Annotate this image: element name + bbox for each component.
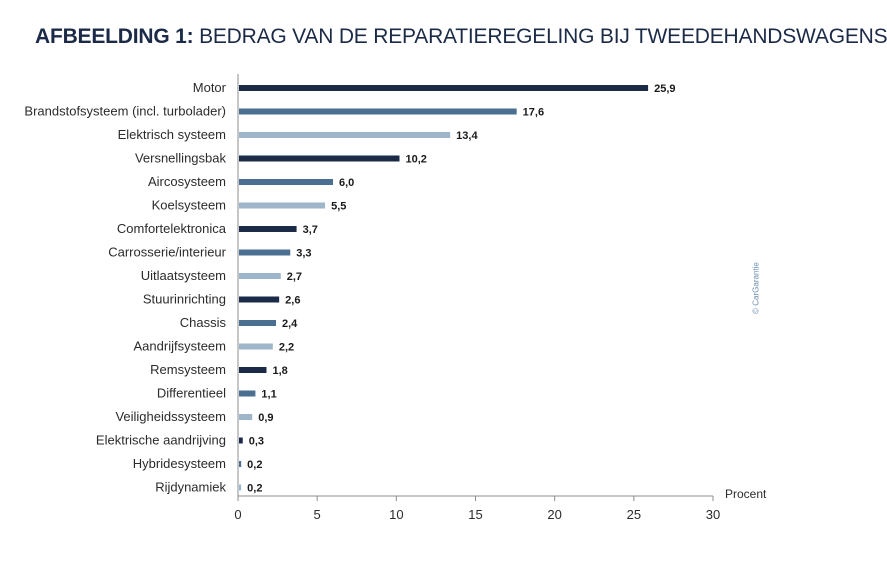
x-tick-label: 15 xyxy=(468,507,483,522)
category-label: Carrosserie/interieur xyxy=(108,244,226,260)
value-label: 1,8 xyxy=(272,365,288,377)
copyright-notice: © CarGarantie xyxy=(751,262,761,314)
bar-12 xyxy=(239,344,273,350)
value-label: 13,4 xyxy=(456,130,478,142)
bar-3 xyxy=(239,132,450,138)
category-label: Koelsysteem xyxy=(151,197,226,213)
value-label: 0,2 xyxy=(247,482,263,495)
bar-7 xyxy=(239,226,297,232)
x-tick-label: 0 xyxy=(234,507,242,522)
value-label: 2,7 xyxy=(286,271,303,283)
category-label: Brandstofsysteem (incl. turbolader) xyxy=(24,103,226,119)
value-label: 0,3 xyxy=(248,435,265,448)
category-label: Veiligheidssysteem xyxy=(115,409,226,424)
bar-2 xyxy=(239,109,517,115)
category-label: Versnellingsbak xyxy=(134,150,226,166)
x-tick-label: 30 xyxy=(705,507,721,522)
value-label: 1,1 xyxy=(261,388,277,401)
category-label: Chassis xyxy=(179,315,226,330)
bar-1 xyxy=(239,85,648,91)
x-tick-label: 20 xyxy=(547,507,562,522)
value-label: 0,9 xyxy=(258,412,274,424)
value-label: 25,9 xyxy=(654,83,676,95)
value-label: 10,2 xyxy=(405,153,427,166)
bar-6 xyxy=(239,203,325,209)
value-label: 5,5 xyxy=(331,200,347,213)
bar-8 xyxy=(239,250,290,256)
value-label: 2,6 xyxy=(285,294,301,307)
chart-title-prefix: AFBEELDING 1: xyxy=(35,25,194,48)
x-tick-label: 10 xyxy=(389,507,404,522)
chart-title-main: BEDRAG VAN DE REPARATIEREGELING BIJ TWEEDEHANDSWAGENS xyxy=(199,25,887,48)
bar-5 xyxy=(239,179,333,185)
bar-15 xyxy=(239,414,252,420)
category-label: Uitlaatsysteem xyxy=(140,268,226,283)
bar-16 xyxy=(239,438,243,444)
x-tick-label: 25 xyxy=(626,507,642,522)
value-label: 3,3 xyxy=(296,247,312,260)
category-label: Differentieel xyxy=(156,385,226,401)
category-label: Comfortelektronica xyxy=(116,221,226,236)
category-label: Aandrijfsysteem xyxy=(133,338,226,354)
value-label: 2,4 xyxy=(282,318,298,330)
category-label: Aircosysteem xyxy=(147,174,226,189)
category-label: Elektrische aandrijving xyxy=(95,432,226,448)
category-label: Hybridesysteem xyxy=(132,456,226,471)
value-label: 3,7 xyxy=(302,224,318,236)
category-label: Motor xyxy=(192,80,226,95)
value-label: 17,6 xyxy=(522,106,545,119)
bar-4 xyxy=(239,156,400,162)
bar-17 xyxy=(239,461,241,467)
x-axis-label: Procent xyxy=(725,487,767,501)
value-label: 6,0 xyxy=(339,177,355,189)
category-label: Remsysteem xyxy=(150,362,226,377)
value-label: 2,2 xyxy=(278,341,295,354)
x-tick-label: 5 xyxy=(313,507,321,522)
bar-11 xyxy=(239,320,276,326)
value-label: 0,2 xyxy=(247,459,263,471)
category-label: Stuurinrichting xyxy=(142,291,226,307)
category-label: Rijdynamiek xyxy=(155,479,226,495)
bar-13 xyxy=(239,367,267,373)
category-label: Elektrisch systeem xyxy=(117,127,226,142)
bar-10 xyxy=(239,297,279,303)
bar-14 xyxy=(239,391,255,397)
bar-9 xyxy=(239,273,281,279)
bar-18 xyxy=(239,485,241,491)
